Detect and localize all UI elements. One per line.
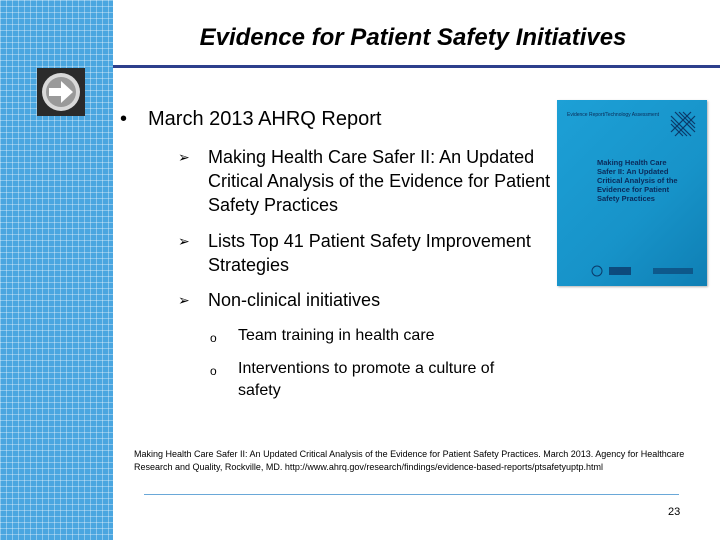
circle-bullet-icon: o <box>210 364 217 378</box>
sub-item-text: Lists Top 41 Patient Safety Improvement Strategies <box>208 231 531 275</box>
page-number: 23 <box>668 506 681 518</box>
title-divider <box>113 65 720 68</box>
bullet-dot: • <box>120 108 128 130</box>
cover-title-line: Safer II: An Updated <box>597 167 669 176</box>
cover-grid-pattern-icon <box>669 110 697 138</box>
cover-title-line: Critical Analysis of the <box>597 176 678 185</box>
cover-header: Evidence Report/Technology Assessment <box>567 112 659 118</box>
arrow-bullet-icon: ➢ <box>178 292 190 308</box>
report-cover-image <box>557 100 707 286</box>
cover-title-line: Evidence for Patient <box>597 185 670 194</box>
slide-title: Evidence for Patient Safety Initiatives <box>199 24 627 51</box>
sub-item-text: Making Health Care Safer II: An Updated Critical Analysis of the Evidence for Patient Safety Practices <box>208 147 551 215</box>
cover-title-line: Making Health Care <box>597 158 667 167</box>
cover-title-line: Safety Practices <box>597 194 655 203</box>
arrow-bullet-icon: ➢ <box>178 233 190 249</box>
circle-bullet-icon: o <box>210 331 217 345</box>
subsub-item-text: Interventions to promote a culture of safety <box>238 360 495 399</box>
main-bullet-text: March 2013 AHRQ Report <box>148 108 382 130</box>
citation-text: Making Health Care Safer II: An Updated Critical Analysis of the Evidence for Patient Safety Practices. March 2013. Agency for Healthcare Research and Quality, Rockville, MD. http://www.ahrq.gov/research/findings/evidence-based-reports/ptsafetyuptp.html <box>134 449 685 472</box>
arrow-bullet-icon: ➢ <box>178 149 190 165</box>
sub-item-text: Non-clinical initiatives <box>208 290 381 310</box>
subsub-item-text: Team training in health care <box>238 327 435 344</box>
footer-divider <box>144 494 679 495</box>
arrow-circle-logo-icon <box>37 68 85 116</box>
cover-agency-logos-icon <box>591 264 701 278</box>
cover-title <box>597 158 702 203</box>
